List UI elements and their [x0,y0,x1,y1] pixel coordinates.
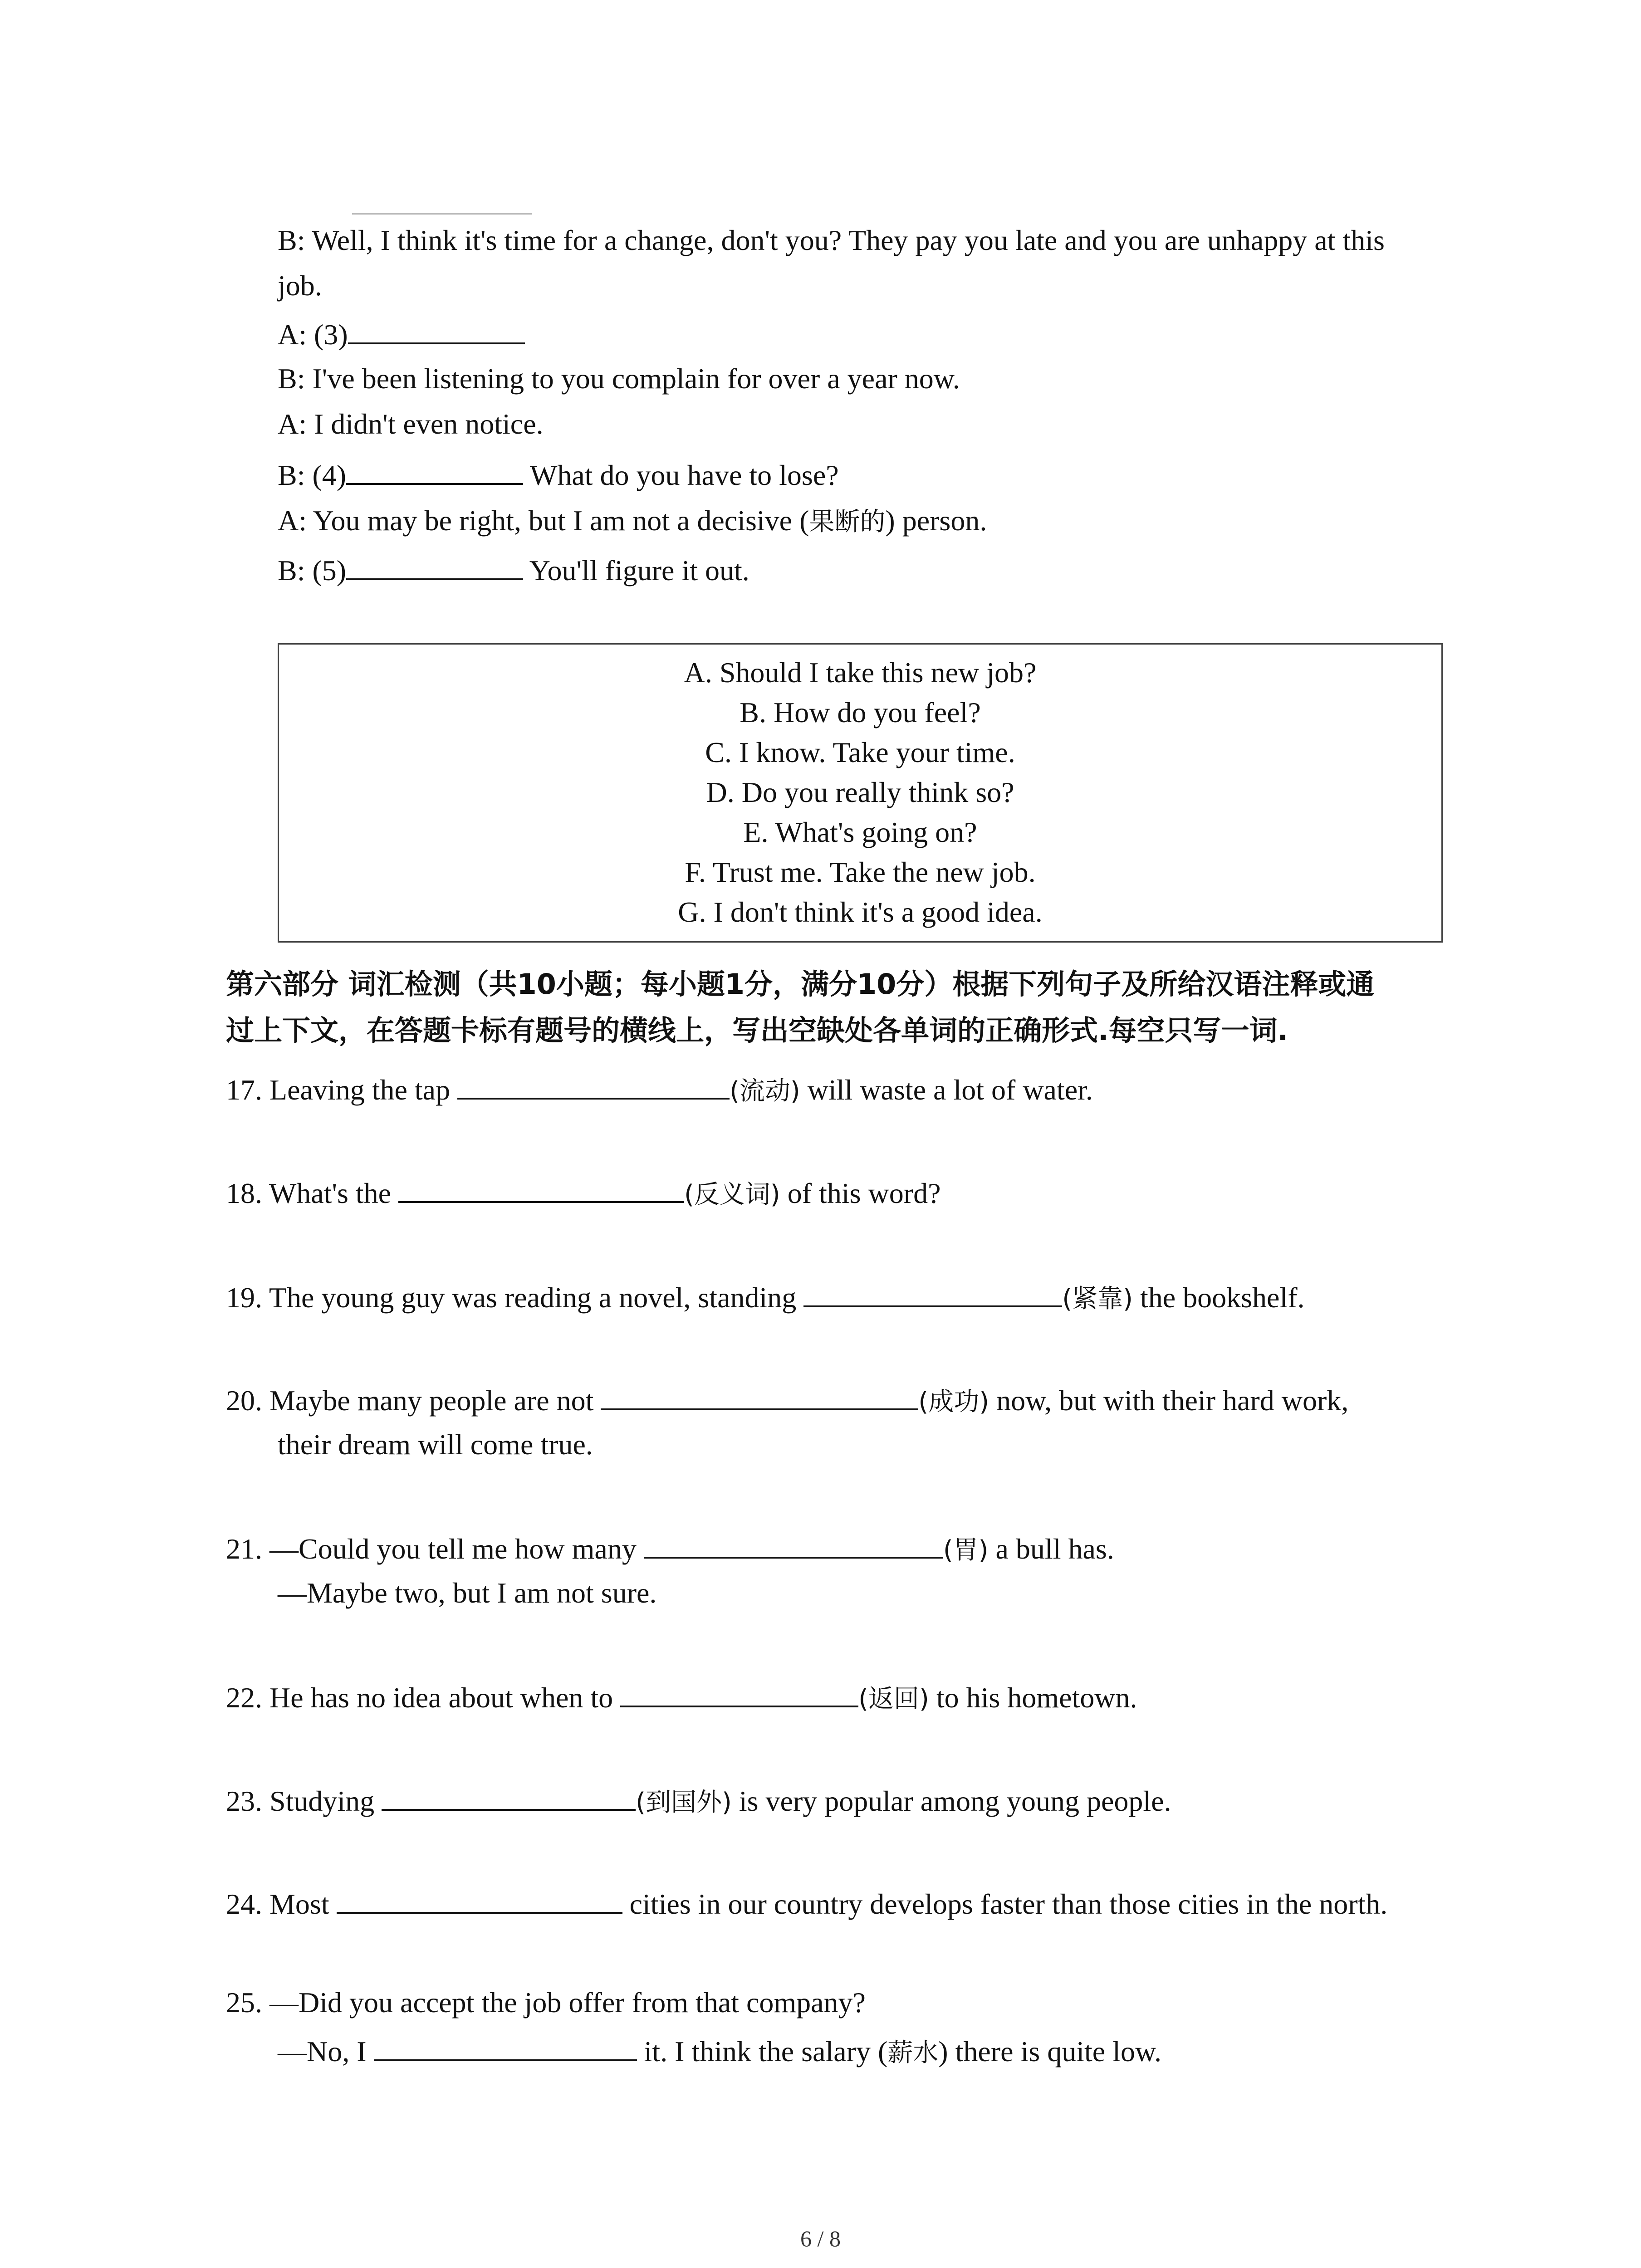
chinese-gloss: (胃) [943,1535,989,1565]
option-b: B. How do you feel? [740,696,981,728]
question-text: —Did you accept the job offer from that company? [269,1986,866,2019]
question-number: 25. [226,1986,262,2019]
question-number: 20. [226,1384,262,1417]
question-text: a bull has. [995,1533,1114,1565]
speaker-label: B: [278,554,305,587]
answer-blank[interactable] [398,1174,684,1203]
speaker-label: B: [278,224,305,256]
answer-blank[interactable] [601,1381,918,1410]
question-text: He has no idea about when to [269,1681,613,1714]
question-number: 19. [226,1281,262,1314]
question-text: it. I think the salary ( [644,2035,888,2068]
option-f: F. Trust me. Take the new job. [685,856,1036,888]
question-text: the bookshelf. [1140,1281,1305,1314]
question-22 [226,1678,1137,1717]
answer-blank[interactable] [382,1782,636,1811]
question-number: 23. [226,1785,262,1817]
top-blank-fragment [352,213,532,215]
speaker-label: B: [278,459,305,491]
question-24 [226,1885,1387,1922]
answer-blank[interactable] [346,456,523,485]
question-25 [226,1984,866,2021]
question-21-line2: —Maybe two, but I am not sure. [278,1577,657,1609]
dialogue-line-a3 [278,315,525,353]
question-text: —Could you tell me how many [269,1533,637,1565]
blank-number: (3) [314,318,348,351]
question-18 [226,1174,941,1213]
question-number: 18. [226,1177,262,1209]
chinese-gloss: (到国外) [636,1788,732,1817]
dialogue-line-b4 [278,456,839,494]
answer-blank[interactable] [348,315,525,344]
dialogue-line-b5 [278,551,749,589]
chinese-gloss: (返回) [858,1684,929,1714]
question-text: to his hometown. [936,1681,1137,1714]
question-20-line2: their dream will come true. [278,1428,593,1461]
dialogue-line-a2 [278,406,544,442]
question-text: Maybe many people are not [269,1384,594,1417]
question-number: 24. [226,1888,262,1920]
question-text: of this word? [787,1177,941,1209]
dialogue-text: You may be right, but I am not a decisive ( [313,504,809,537]
answer-blank[interactable] [803,1278,1062,1307]
option-a: A. Should I take this new job? [684,656,1037,689]
question-text: Leaving the tap [269,1074,451,1106]
question-23 [226,1782,1171,1821]
question-number: 22. [226,1681,262,1714]
question-text: What's the [269,1177,392,1209]
question-text: will waste a lot of water. [807,1074,1093,1106]
question-text: Studying [269,1785,375,1817]
dialogue-text: What do you have to lose? [529,459,839,491]
chinese-gloss: 薪水 [887,2038,939,2068]
answer-blank[interactable] [337,1885,622,1914]
blank-number: (5) [312,554,347,587]
section-heading-line1: 第六部分 词汇检测（共10小题；每小题1分，满分10分）根据下列句子及所给汉语注释或通 [226,968,1375,1001]
chinese-gloss: (流动) [730,1076,800,1106]
question-17 [226,1070,1093,1110]
chinese-gloss: (成功) [918,1387,989,1417]
answer-blank[interactable] [620,1678,858,1707]
dialogue-line-a4 [278,503,987,540]
speaker-label: A: [278,504,307,537]
dialogue-text: I've been listening to you complain for over a year now. [312,362,960,395]
speaker-label: B: [278,362,305,395]
question-number: 17. [226,1074,262,1106]
dialogue-text: ) person. [885,504,987,537]
dialogue-text: You'll figure it out. [529,554,749,587]
question-text: —No, I [278,2035,367,2068]
question-21 [226,1530,1114,1569]
question-19 [226,1278,1305,1317]
page-number: 6 / 8 [800,2226,841,2251]
question-text: is very popular among young people. [739,1785,1171,1817]
dialogue-text: job. [278,269,322,302]
options-box [278,643,1443,943]
option-e: E. What's going on? [743,816,977,848]
question-text: The young guy was reading a novel, standing [269,1281,797,1314]
answer-blank[interactable] [346,551,523,580]
chinese-gloss: (紧靠) [1062,1284,1133,1314]
blank-number: (4) [312,459,347,491]
dialogue-text: I didn't even notice. [314,408,544,440]
speaker-label: A: [278,408,307,440]
dialogue-line-b2 [278,361,960,397]
chinese-gloss: 果断的 [809,507,886,537]
chinese-gloss: (反义词) [684,1180,780,1209]
question-20 [226,1381,1348,1420]
question-number: 21. [226,1533,262,1565]
question-text: Most [269,1888,329,1920]
answer-blank[interactable] [457,1070,730,1100]
section-heading-line2: 过上下文，在答题卡标有题号的横线上，写出空缺处各单词的正确形式.每空只写一词. [226,1014,1288,1047]
question-text: cities in our country develops faster than those cities in the north. [629,1888,1388,1920]
question-text: ) there is quite low. [938,2035,1161,2068]
option-d: D. Do you really think so? [706,776,1014,808]
speaker-label: A: [278,318,307,351]
dialogue-line-cont [278,268,322,304]
answer-blank[interactable] [644,1530,943,1559]
answer-blank[interactable] [374,2032,637,2061]
option-c: C. I know. Take your time. [705,736,1015,768]
question-25-line2 [278,2032,1161,2071]
question-text: now, but with their hard work, [996,1384,1349,1417]
dialogue-line-b1 [278,222,1385,259]
option-g: G. I don't think it's a good idea. [678,896,1043,928]
dialogue-text: Well, I think it's time for a change, don't you? They pay you late and you are unhappy at this [312,224,1385,256]
